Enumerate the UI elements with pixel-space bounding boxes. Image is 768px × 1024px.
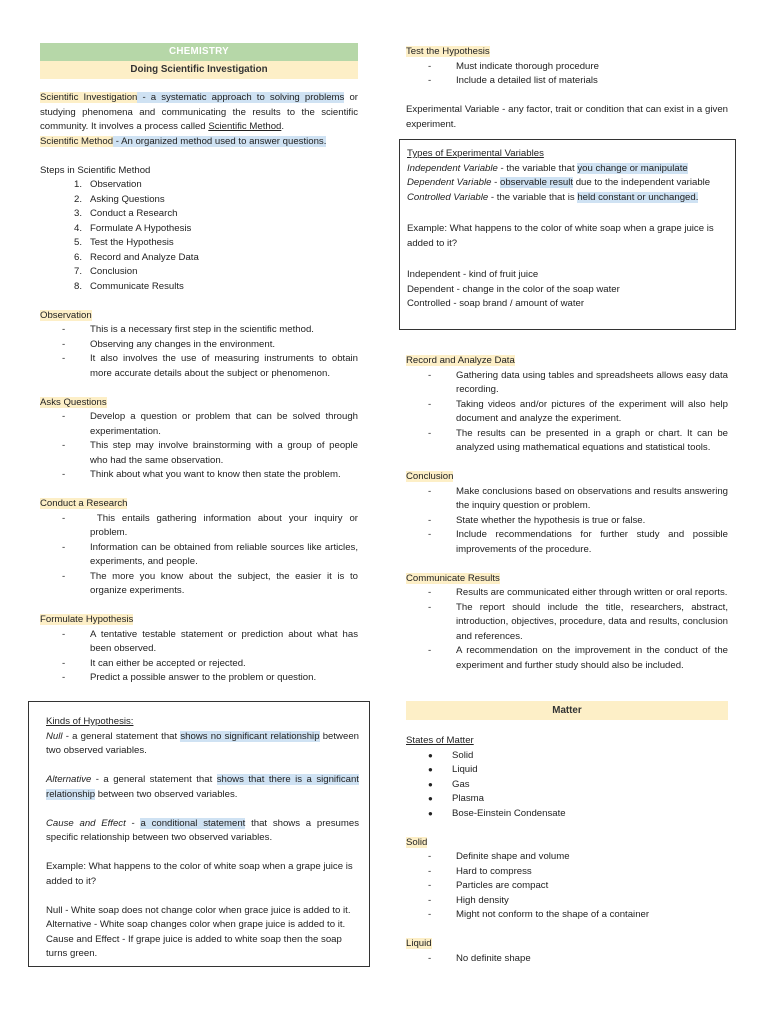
asks-heading: Asks Questions [40, 396, 107, 408]
test-list [406, 60, 728, 89]
list-item: - A recommendation on the improvement in the conduct of the experiment and further study should also be included. [428, 645, 728, 671]
list-item: 3. Conduct a Research [73, 208, 178, 219]
test-heading: Test the Hypothesis [406, 46, 490, 57]
list-item: - Observing any changes in the environment. [62, 338, 276, 350]
list-item: 1. Observation [73, 179, 142, 190]
list-item: - High density [428, 894, 509, 906]
types-of-variables-box [399, 139, 736, 330]
list-item: - This is a necessary first step in the scientific method. [62, 324, 314, 335]
solid-heading: Solid [406, 836, 428, 848]
research-list [40, 512, 361, 599]
conclusion-heading: Conclusion [406, 471, 454, 482]
sm-term: Scientific Method [40, 135, 114, 147]
list-item: - The more you know about the subject, the easier it is to organize experiments. [62, 570, 358, 596]
list-item: - This entails gathering information about your inquiry or problem. [62, 512, 361, 538]
states-title: States of Matter [406, 735, 474, 746]
formulate-heading: Formulate Hypothesis [40, 614, 134, 625]
types-title: Types of Experimental Variables [407, 148, 544, 159]
record-list [406, 369, 728, 456]
si-def: a systematic approach to solving problems [150, 92, 345, 103]
list-item: - Think about what you want to know then state the problem. [62, 469, 341, 480]
list-item: - Information can be obtained from reliable sources like articles, experiments, and people. [62, 541, 358, 567]
topic-band: Doing Scientific Investigation [40, 61, 358, 79]
scientific-investigation-definition: Scientific Investigation - a systematic approach to solving problems or studying phenomena and communicating the results to the scientific community. It involves a process called Scientific Method. [40, 92, 358, 132]
list-item: ● Bose-Einstein Condensate [428, 807, 566, 819]
list-item: 5. Test the Hypothesis [73, 237, 174, 248]
list-item: - The results can be presented in a graph or chart. It can be analyzed using mathematical equations and statistical tools. [428, 427, 728, 453]
asks-list [40, 410, 358, 483]
communicate-heading: Communicate Results [406, 572, 500, 584]
sm-def: An organized method used to answer questions. [121, 135, 327, 147]
variables-example: Example: What happens to the color of white soap when a grape juice is added to it? [407, 223, 714, 249]
observation-list [40, 323, 358, 381]
matter-section [406, 701, 728, 966]
list-item: - It also involves the use of measuring instruments to obtain more accurate details about the subject or phenomenon. [62, 353, 358, 379]
list-item: - It can either be accepted or rejected. [62, 657, 246, 669]
list-item: 2. Asking Questions [73, 193, 165, 205]
list-item: - Results are communicated either through written or oral reports. [428, 587, 728, 598]
observation-heading: Observation [40, 309, 92, 321]
liquid-heading: Liquid [406, 938, 432, 949]
list-item: - Hard to compress [428, 865, 532, 877]
conclusion-list [406, 485, 728, 558]
example-cause-effect: Cause and Effect - If grape juice is added to white soap then the soap turns green. [46, 933, 342, 959]
communicate-list [406, 586, 728, 673]
solid-list [406, 850, 728, 923]
research-heading: Conduct a Research [40, 498, 128, 509]
list-item: - Predict a possible answer to the problem or question. [62, 672, 317, 683]
list-item: - Must indicate thorough procedure [428, 60, 599, 72]
list-item: - Make conclusions based on observations and results answering the inquiry question or problem. [428, 485, 728, 511]
steps-list [40, 178, 358, 294]
controlled-variable: Controlled Variable - the variable that is held constant or unchanged. [407, 191, 699, 203]
list-item: 8. Communicate Results [73, 280, 184, 292]
subject-band: CHEMISTRY [40, 43, 358, 61]
record-heading: Record and Analyze Data [406, 355, 515, 366]
si-term: Scientific Investigation [40, 92, 138, 103]
list-item: - Taking videos and/or pictures of the experiment will also help document and analyze the experiment. [428, 398, 728, 424]
alternative-hypothesis: Alternative - a general statement that shows that there is a significant relationship between two observed variables. [46, 774, 359, 800]
list-item: - Might not conform to the shape of a container [428, 909, 650, 920]
cause-effect-hypothesis: Cause and Effect - a conditional statement that shows a presumes specific relationship between two observed variables. [46, 817, 359, 843]
example-controlled: Controlled - soap brand / amount of water [407, 298, 585, 309]
right-column-lower [406, 354, 728, 673]
list-item: - A tentative testable statement or prediction about what has been observed. [62, 628, 358, 654]
scientific-method-definition: Scientific Method - An organized method used to answer questions. [40, 135, 327, 147]
list-item: - No definite shape [428, 952, 531, 964]
liquid-list [406, 952, 728, 967]
matter-band: Matter [406, 701, 728, 720]
list-item: ● Solid [428, 749, 474, 761]
list-item: - The report should include the title, researchers, abstract, introduction, objectives, procedure, data and results, conclusion and references. [428, 601, 728, 642]
list-item: 6. Record and Analyze Data [73, 251, 199, 263]
kinds-title: Kinds of Hypothesis: [46, 716, 134, 727]
dependent-variable: Dependent Variable - observable result due to the independent variable [407, 177, 711, 188]
hypothesis-example: Example: What happens to the color of white soap when a grape juice is added to it? [46, 861, 353, 887]
list-item: - Develop a question or problem that can be solved through experimentation. [62, 411, 358, 437]
list-item: - Gathering data using tables and spreadsheets allows easy data recording. [428, 369, 728, 395]
example-dependent: Dependent - change in the color of the soap water [407, 283, 620, 295]
independent-variable: Independent Variable - the variable that you change or manipulate [407, 162, 688, 174]
list-item: ● Gas [428, 778, 470, 790]
example-alternative: Alternative - White soap changes color when grape juice is added to it. [46, 919, 346, 930]
list-item: ● Plasma [428, 793, 484, 804]
list-item: - Include a detailed list of materials [428, 75, 598, 86]
list-item: 4. Formulate A Hypothesis [73, 222, 192, 234]
formulate-list [40, 628, 358, 686]
kinds-of-hypothesis-box [28, 701, 370, 967]
states-list [406, 749, 728, 822]
list-item: - This step may involve brainstorming with a group of people who had the same observation. [62, 440, 358, 466]
list-item: - Include recommendations for further study and possible improvements of the procedure. [428, 529, 728, 555]
example-null: Null - White soap does not change color when grace juice is added to it. [46, 904, 351, 916]
list-item: - Particles are compact [428, 880, 549, 891]
steps-title: Steps in Scientific Method [40, 164, 151, 176]
right-column [406, 0, 728, 132]
si-link: Scientific Method [208, 121, 282, 132]
list-item: ● Liquid [428, 764, 478, 775]
experimental-variable-definition: Experimental Variable - any factor, trait or condition that can exist in a given experiment. [406, 104, 728, 130]
example-independent: Independent - kind of fruit juice [407, 269, 539, 280]
left-column [40, 0, 361, 686]
list-item: - Definite shape and volume [428, 851, 570, 862]
null-hypothesis: Null - a general statement that shows no significant relationship between two observed variables. [46, 730, 359, 756]
list-item: - State whether the hypothesis is true or false. [428, 514, 646, 526]
list-item: 7. Conclusion [73, 266, 138, 277]
